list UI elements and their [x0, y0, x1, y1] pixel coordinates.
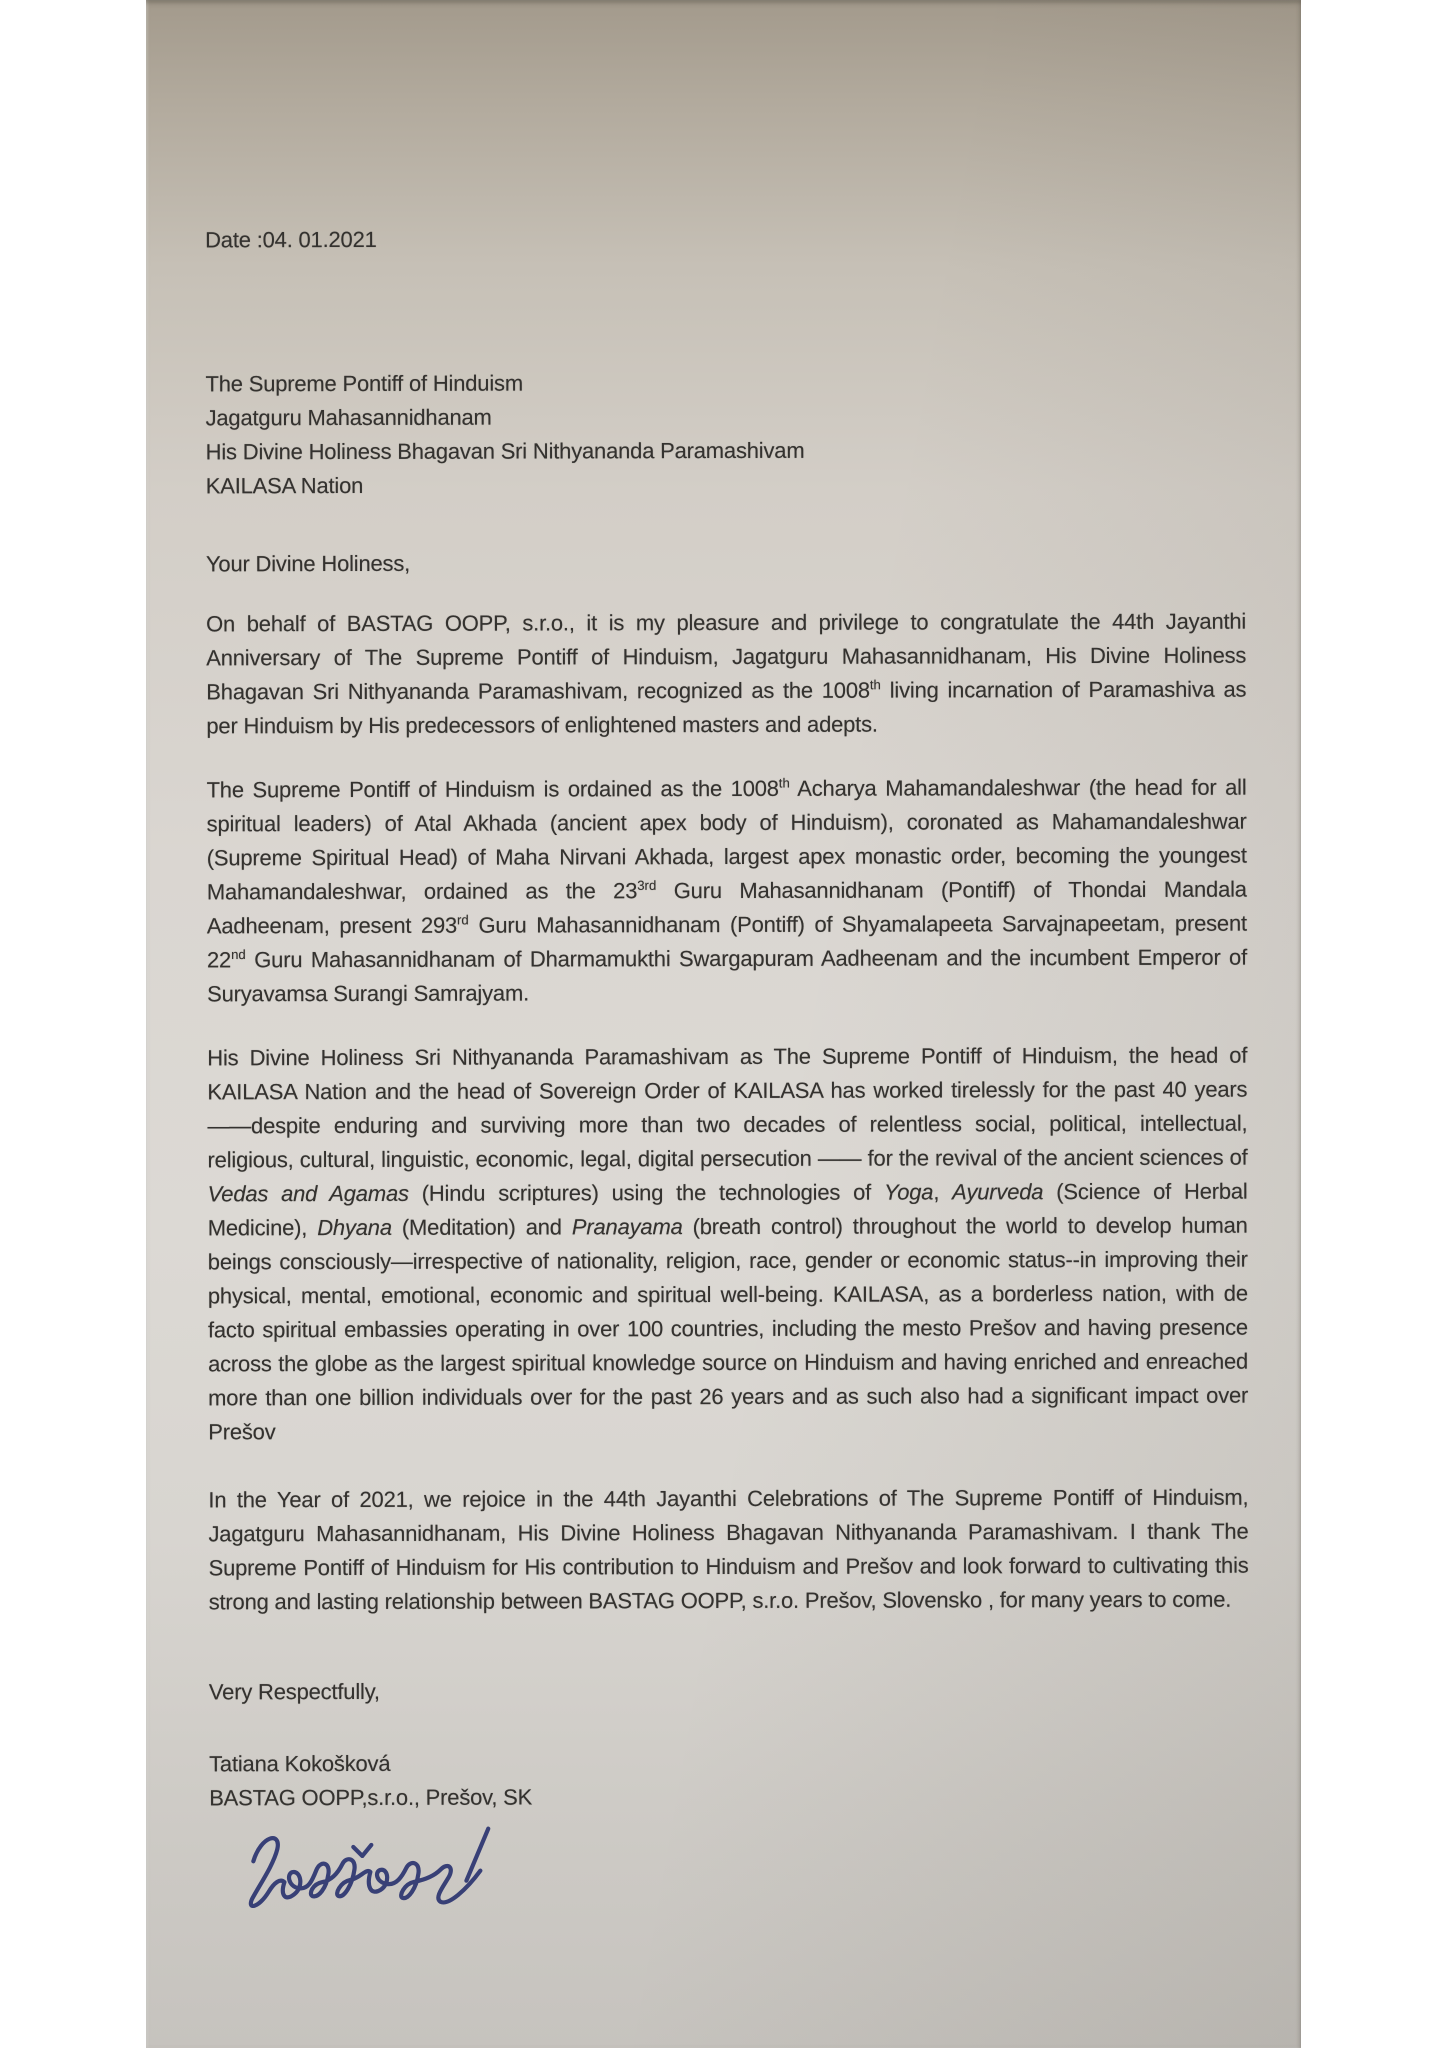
- body-paragraph-4: In the Year of 2021, we rejoice in the 44th Jayanthi Celebrations of The Supreme Pontiff of Hinduism, Jagatguru Mahasannidhanam, His Divine Holiness Bhagavan Nithyananda Paramashivam. I thank The Supreme Pontiff of Hinduism for His contribution to Hinduism and Prešov and look forward to cultivating this strong and lasting relationship between BASTAG OOPP, s.r.o. Prešov, Slovensko , for many years to come.: [208, 1484, 1249, 1615]
- signature-block: [209, 1745, 1249, 1816]
- recipient-line-title: The Supreme Pontiff of Hinduism: [205, 370, 523, 397]
- date-line: Date :04. 01.2021: [205, 226, 377, 253]
- body-paragraph-1: On behalf of BASTAG OOPP, s.r.o., it is my pleasure and privilege to congratulate the 44th Jayanthi Anniversary of The Supreme Pontiff of Hinduism, Jagatguru Mahasannidhanam, His Divine Holiness Bhagavan Sri Nithyananda Paramashivam, recognized as the 1008th living incarnation of Paramashiva as per Hinduism by His predecessors of enlightened masters and adepts.: [206, 608, 1247, 739]
- letter-content: [204, 0, 1249, 1927]
- signature-main-stroke: [251, 1838, 481, 1906]
- closing-line: Very Respectfully,: [208, 1678, 380, 1705]
- signature-caron-stroke: [353, 1845, 371, 1856]
- salutation: Your Divine Holiness,: [205, 550, 411, 577]
- recipient-block: [205, 365, 1245, 504]
- body-paragraph-2: The Supreme Pontiff of Hinduism is ordained as the 1008th Acharya Mahamandaleshwar (the head for all spiritual leaders) of Atal Akhada (ancient apex body of Hinduism), coronated as Mahamandaleshwar (Supreme Spiritual Head) of Maha Nirvani Akhada, largest apex monastic order, becoming the youngest Mahamandaleshwar, ordained as the $23^{3rd}$ Guru Mahasannidhanam (Pontiff) of Thondai Mandala Aadheenam, present 293rd Guru Mahasannidhanam (Pontiff) of Shyamalapeeta Sarvajnapeetam, present 22nd Guru Mahasannidhanam of Dharmamukthi Swargapuram Aadheenam and the incumbent Emperor of Suryavamsa Surangi Samrajyam.: [206, 774, 1248, 1007]
- recipient-line-nation: KAILASA Nation: [205, 472, 364, 499]
- signer-name: Tatiana Kokošková: [209, 1750, 391, 1777]
- recipient-line-holiness: His Divine Holiness Bhagavan Sri Nithyananda Paramashivam: [205, 437, 805, 465]
- letter-page: [146, 0, 1301, 2048]
- signer-company: BASTAG OOPP,s.r.o., Prešov, SK: [209, 1784, 533, 1811]
- body-paragraph-3: His Divine Holiness Sri Nithyananda Paramashivam as The Supreme Pontiff of Hinduism, the head of KAILASA Nation and the head of Sovereign Order of KAILASA has worked tirelessly for the past 40 years——despite enduring and surviving more than two decades of relentless social, political, intellectual, religious, cultural, linguistic, economic, legal, digital persecution —— for the revival of the ancient sciences of Vedas and Agamas (Hindu scriptures) using the technologies of Yoga, Ayurveda (Science of Herbal Medicine), Dhyana (Meditation) and Pranayama (breath control) throughout the world to develop human beings consciously—irrespective of nationality, religion, race, gender or economic status--in improving their physical, mental, emotional, economic and spiritual well-being. KAILASA, as a borderless nation, with de facto spiritual embassies operating in over 100 countries, including the mesto Prešov and having presence across the globe as the largest spiritual knowledge source on Hinduism and having enriched and enreached more than one billion individuals over for the past 26 years and as such also had a significant impact over Prešov: [207, 1042, 1249, 1445]
- recipient-line-jagatguru: Jagatguru Mahasannidhanam: [205, 404, 492, 431]
- signature-handwriting: [237, 1820, 537, 1917]
